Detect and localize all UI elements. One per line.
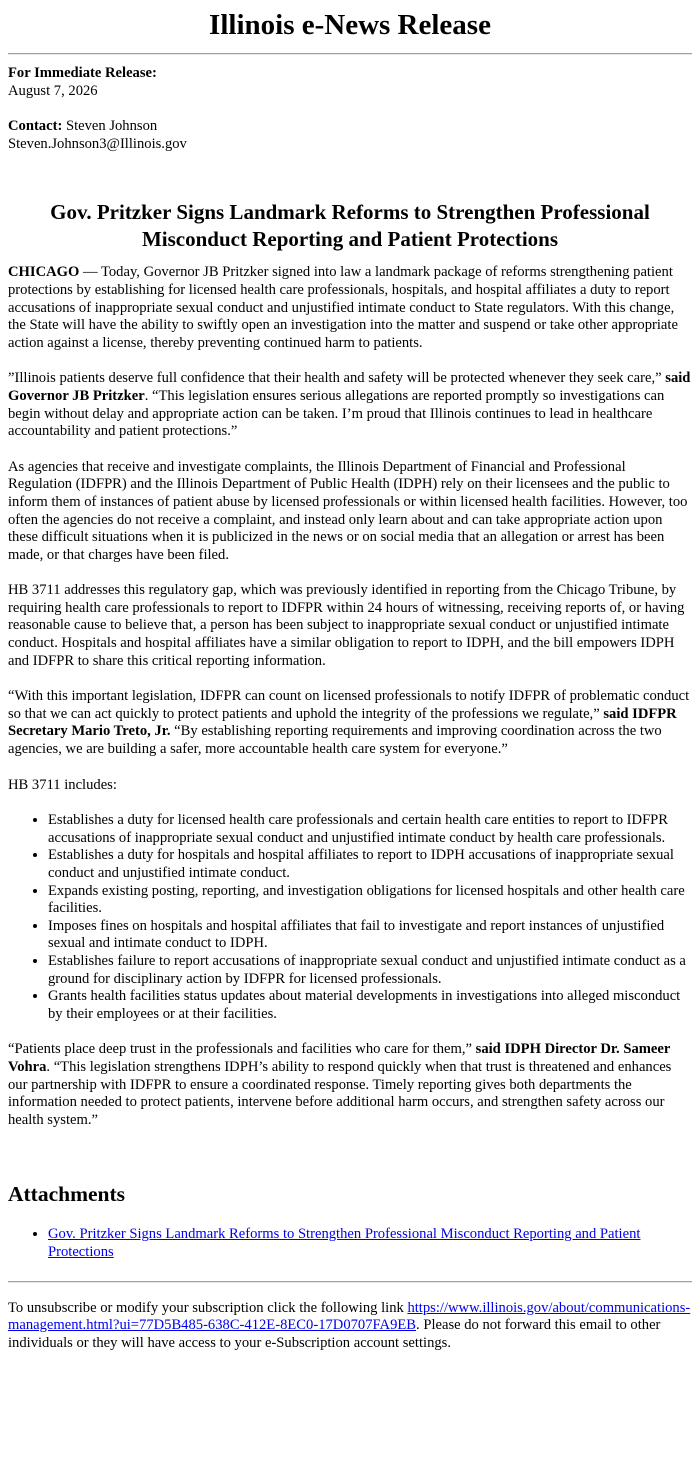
list-item: • Expands existing posting, reporting, and investigation obligations for licensed hospitals and other health care facilities. <box>48 883 692 918</box>
quote-text-b: “By establishing reporting requirements and improving coordination across the two agencies, we are building a safer, more accountable health care system for everyone.” <box>8 723 662 758</box>
attachments-heading: Attachments <box>8 1182 126 1207</box>
list-item: • Establishes a duty for hospitals and hospital affiliates to report to IDPH accusations of inappropriate sexual conduct and unjustified intimate conduct. <box>48 847 692 882</box>
attachment-link[interactable]: Gov. Pritzker Signs Landmark Reforms to Strengthen Professional Misconduct Reporting and Patient Protections <box>48 1226 641 1260</box>
quote-speaker: said IDPH Director Dr. Sameer Vohra <box>8 1041 671 1075</box>
dateline: CHICAGO <box>8 264 80 281</box>
unsubscribe-notice <box>8 1300 692 1353</box>
release-meta <box>8 65 692 153</box>
paragraph-agencies: As agencies that receive and investigate complaints, the Illinois Department of Financial and Professional Regulation (IDFPR) and the Illinois Department of Public Health (IDPH) rely on their licensees and the public to inform them of instances of patient abuse by licensed professionals or within licensed health facilities. However, too often the agencies do not receive a complaint, and instead only learn about and can take appropriate action upon these difficult situations when it is publicized in the news or on social media that an allegation or arrest has been made, or that charges have been filed. <box>8 458 688 563</box>
list-item: • Establishes a duty for licensed health care professionals and certain health care entities to report to IDFPR accusations of inappropriate sexual conduct and unjustified intimate conduct by health care professionals. <box>48 812 692 847</box>
contact-email: Steven.Johnson3@Illinois.gov <box>8 135 187 152</box>
quote-speaker: said Governor JB Pritzker <box>8 370 691 404</box>
contact-label: Contact: <box>8 118 63 135</box>
quote-text-a: “Patients place deep trust in the professionals and facilities who care for them,” <box>8 1041 476 1058</box>
list-item: • Imposes fines on hospitals and hospital affiliates that fail to investigate and report instances of unjustified sexual and intimate conduct to IDPH. <box>48 918 692 953</box>
release-date: August 7, 2026 <box>8 82 98 99</box>
includes-intro: HB 3711 includes: <box>8 776 117 793</box>
paragraph-idfpr-quote <box>8 688 692 758</box>
paragraph-intro <box>8 264 692 352</box>
paragraph-governor-quote <box>8 370 692 440</box>
includes-list <box>8 812 692 1023</box>
list-item: • Establishes failure to report accusations of inappropriate sexual conduct and unjustified intimate conduct as a ground for disciplinary action by IDFPR for licensed professionals. <box>48 953 692 988</box>
article-body <box>8 264 692 1129</box>
quote-text-b: . “This legislation ensures serious allegations are reported promptly so investigations can begin without delay and appropriate action can be taken. I’m proud that Illinois continues to lead in healthcare accountability and patient protections.” <box>8 387 665 440</box>
footer <box>8 1300 692 1353</box>
unsubscribe-link[interactable]: https://www.illinois.gov/about/communications-management.html?ui=77D5B485-638C-412E-8EC0-17D0707FA9EB <box>8 1299 691 1334</box>
attachment-item <box>48 1226 692 1261</box>
footer-divider <box>8 1281 692 1283</box>
quote-text-a: ”Illinois patients deserve full confidence that their health and safety will be protected whenever they seek care,” <box>8 370 666 387</box>
paragraph-hb3711: HB 3711 addresses this regulatory gap, which was previously identified in reporting from the Chicago Tribune, by requiring health care professionals to report to IDFPR within 24 hours of witnessing, receiving reports of, or having reasonable cause to believe that, a person has been subject to inappropriate sexual conduct or unjustified intimate conduct. Hospitals and hospital affiliates have a similar obligation to report to IDPH, and the bill empowers IDPH and IDFPR to share this critical reporting information. <box>8 582 685 669</box>
footer-text-b: . Please do not forward this email to other individuals or they will have access to your e-Subscription account settings. <box>8 1317 661 1351</box>
quote-speaker: said IDFPR Secretary Mario Treto, Jr. <box>8 705 677 740</box>
quote-text-b: . “This legislation strengthens IDPH’s ability to respond quickly when that trust is threatened and enhances our partnership with IDFPR to ensure a coordinated response. Timely reporting gives both departments the information needed to protect patients, intervene before additional harm occurs, and strengthen safety across our health system.” <box>8 1058 672 1128</box>
release-block <box>8 65 692 100</box>
list-item: • Grants health facilities status updates about material developments in investigations into alleged misconduct by their employees or at their facilities. <box>48 988 692 1023</box>
footer-text-a: To unsubscribe or modify your subscription click the following link <box>8 1299 408 1316</box>
quote-text-a: “With this important legislation, IDFPR can count on licensed professionals to notify IDFPR of problematic conduct so that we can act quickly to protect patients and uphold the integrity of the professions we regulate,” <box>8 688 690 722</box>
attachments-list <box>8 1226 692 1261</box>
release-label: For Immediate Release: <box>8 65 157 81</box>
contact-name: Steven Johnson <box>62 118 158 135</box>
paragraph-idph-quote <box>8 1041 692 1129</box>
headline: Gov. Pritzker Signs Landmark Reforms to Strengthen Professional Misconduct Reporting and Patient Protections <box>50 200 650 252</box>
masthead-title: Illinois e-News Release <box>209 9 491 41</box>
contact-block <box>8 118 692 153</box>
top-divider <box>8 53 692 55</box>
intro-text: — Today, Governor JB Pritzker signed into law a landmark package of reforms strengthening patient protections by establishing for licensed health care professionals, hospitals, and hospital affiliates a duty to report accusations of inappropriate sexual conduct and unjustified intimate conduct to State regulators. With this change, the State will have the ability to swiftly open an investigation into the matter and suspend or take other appropriate action against a license, thereby preventing continued harm to patients. <box>8 264 678 351</box>
